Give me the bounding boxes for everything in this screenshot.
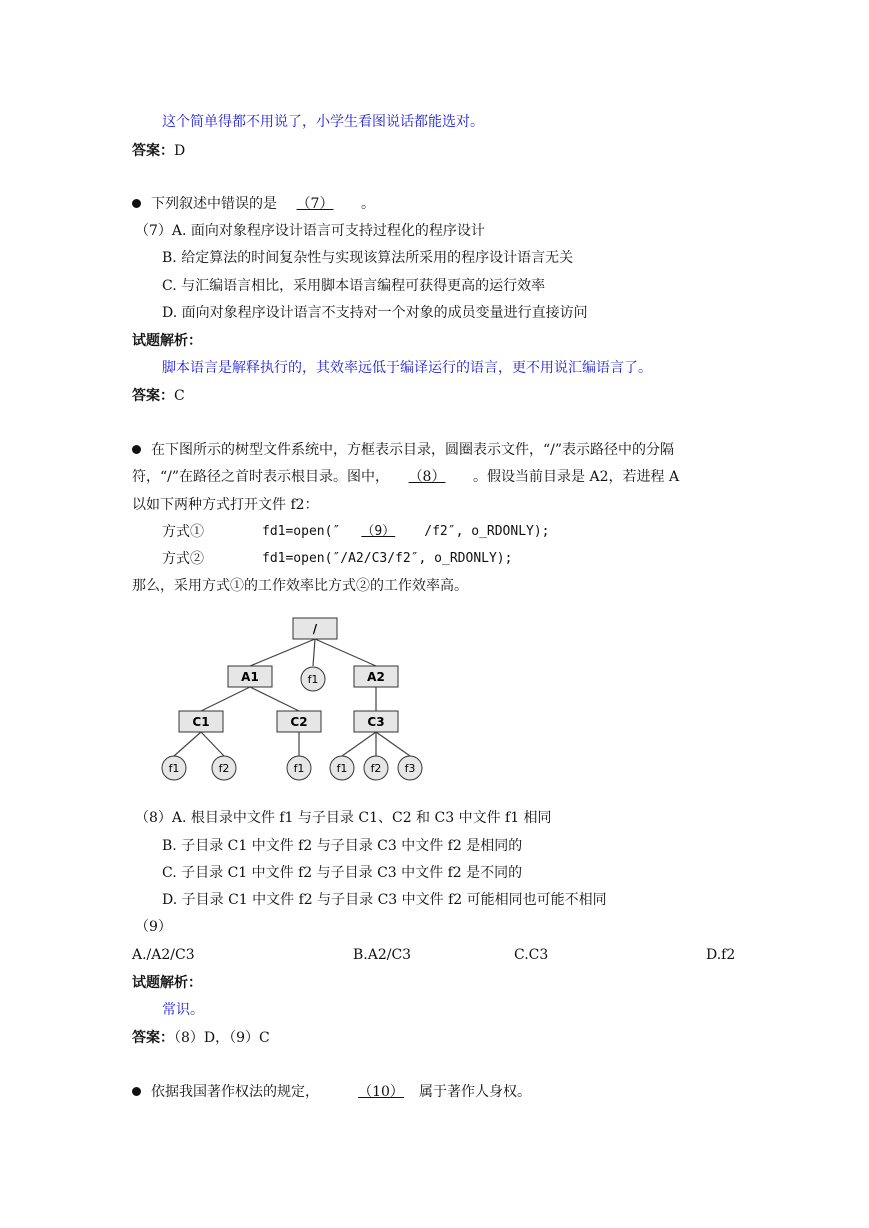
tree-label: f1 xyxy=(336,762,348,775)
tree-label: f1 xyxy=(307,673,319,686)
prev-answer xyxy=(132,141,185,161)
q8-blank: （8） xyxy=(408,469,446,485)
answer-label: 答案： xyxy=(132,143,174,159)
q10-stem-text: 依据我国著作权法的规定， xyxy=(151,1084,319,1100)
q8-line2-text: 符，“/”在路径之首时表示根目录。图中， xyxy=(132,469,390,485)
q8-option-c: C. 子目录 C1 中文件 f2 与子目录 C3 中文件 f2 是不同的 xyxy=(162,865,523,881)
tree-edges xyxy=(174,639,410,756)
way1-code-suffix: /f2″, o_RDONLY); xyxy=(424,524,550,539)
q8-line3: 以如下两种方式打开文件 f2： xyxy=(132,497,319,513)
q9-label: （9） xyxy=(135,919,172,935)
q9-option-a: A./A2/C3 xyxy=(132,947,195,963)
tree-label: f2 xyxy=(218,762,230,775)
tree-file-c3-f3 xyxy=(398,756,422,780)
tree-file-c3-f1 xyxy=(330,756,354,780)
q9-option-b: B.A2/C3 xyxy=(353,947,412,963)
tree-label: C1 xyxy=(192,715,210,729)
way1-code-prefix: fd1=open(″ xyxy=(262,524,341,539)
bullet-icon xyxy=(132,199,141,208)
q8-option-a: （8）A. 根目录中文件 f1 与子目录 C1、C2 和 C3 中文件 f1 相同 xyxy=(135,810,552,826)
q10-stem xyxy=(132,1082,531,1102)
q8-analysis: 常识。 xyxy=(162,1002,204,1018)
tree-dir-a1 xyxy=(228,666,272,687)
q7-option-a: （7）A. 面向对象程序设计语言可支持过程化的程序设计 xyxy=(135,223,485,239)
prev-explanation: 这个简单得都不用说了，小学生看图说话都能选对。 xyxy=(162,114,484,130)
tree-label: f2 xyxy=(370,762,382,775)
q9-blank: （9） xyxy=(361,524,396,539)
q8-analysis-label: 试题解析： xyxy=(132,975,202,991)
tree-file-c2-f1 xyxy=(287,756,311,780)
tree-label: A1 xyxy=(241,670,259,684)
way1-label: 方式① xyxy=(162,524,204,540)
q8-answer xyxy=(132,1028,270,1048)
q8-line2 xyxy=(132,467,679,487)
way1-code xyxy=(262,522,550,542)
bullet-icon xyxy=(132,445,141,454)
q10-blank: （10） xyxy=(358,1084,404,1100)
tree-label: C2 xyxy=(290,715,308,729)
tree-dir-c1 xyxy=(179,711,223,732)
answer-value: C xyxy=(174,388,185,404)
answer-value: （8）D，（9）C xyxy=(174,1030,270,1046)
answer-value: D xyxy=(174,143,186,159)
directory-tree-diagram xyxy=(150,608,440,788)
q7-stem-text: 下列叙述中错误的是 xyxy=(151,196,277,212)
q9-option-d: D.f2 xyxy=(706,947,736,963)
q7-blank: （7） xyxy=(296,196,334,212)
q7-analysis: 脚本语言是解释执行的，其效率远低于编译运行的语言，更不用说汇编语言了。 xyxy=(162,360,652,376)
tree-file-c1-f1 xyxy=(162,756,186,780)
way2-label: 方式② xyxy=(162,551,204,567)
way2-code: fd1=open(″/A2/C3/f2″, o_RDONLY); xyxy=(262,551,513,566)
q8-option-d: D. 子目录 C1 中文件 f2 与子目录 C3 中文件 f2 可能相同也可能不相同 xyxy=(162,892,607,908)
tree-label: f3 xyxy=(404,762,416,775)
q7-stem-suffix: 。 xyxy=(361,196,375,212)
tree-file-c3-f2 xyxy=(364,756,388,780)
tree-label: A2 xyxy=(367,670,385,684)
q8-line1 xyxy=(132,440,674,460)
q8-line2-suffix: 。假设当前目录是 A2，若进程 A xyxy=(473,469,680,485)
tree-label: / xyxy=(312,622,318,636)
q9-option-c: C.C3 xyxy=(514,947,549,963)
tree-label: C3 xyxy=(367,715,385,729)
q7-analysis-label: 试题解析： xyxy=(132,333,202,349)
tree-label: f1 xyxy=(168,762,180,775)
tree-dir-c2 xyxy=(277,711,321,732)
tree-dir-a2 xyxy=(354,666,398,687)
tree-label: f1 xyxy=(293,762,305,775)
q7-option-b: B. 给定算法的时间复杂性与实现该算法所采用的程序设计语言无关 xyxy=(162,250,574,266)
tree-dir-root xyxy=(293,618,337,639)
q8-conclusion: 那么，采用方式①的工作效率比方式②的工作效率高。 xyxy=(132,578,468,594)
answer-label: 答案： xyxy=(132,388,174,404)
bullet-icon xyxy=(132,1087,141,1096)
q8-line1-text: 在下图所示的树型文件系统中，方框表示目录，圆圈表示文件，“/”表示路径中的分隔 xyxy=(151,442,675,458)
q7-option-c: C. 与汇编语言相比，采用脚本语言编程可获得更高的运行效率 xyxy=(162,278,546,294)
answer-label: 答案： xyxy=(132,1030,174,1046)
q7-option-d: D. 面向对象程序设计语言不支持对一个对象的成员变量进行直接访问 xyxy=(162,305,588,321)
q8-option-b: B. 子目录 C1 中文件 f2 与子目录 C3 中文件 f2 是相同的 xyxy=(162,838,523,854)
tree-dir-c3 xyxy=(354,711,398,732)
q7-answer xyxy=(132,386,185,406)
tree-file-root-f1 xyxy=(301,667,325,691)
q10-stem-suffix: 属于著作人身权。 xyxy=(419,1084,531,1100)
q7-stem xyxy=(132,194,375,214)
tree-file-c1-f2 xyxy=(212,756,236,780)
